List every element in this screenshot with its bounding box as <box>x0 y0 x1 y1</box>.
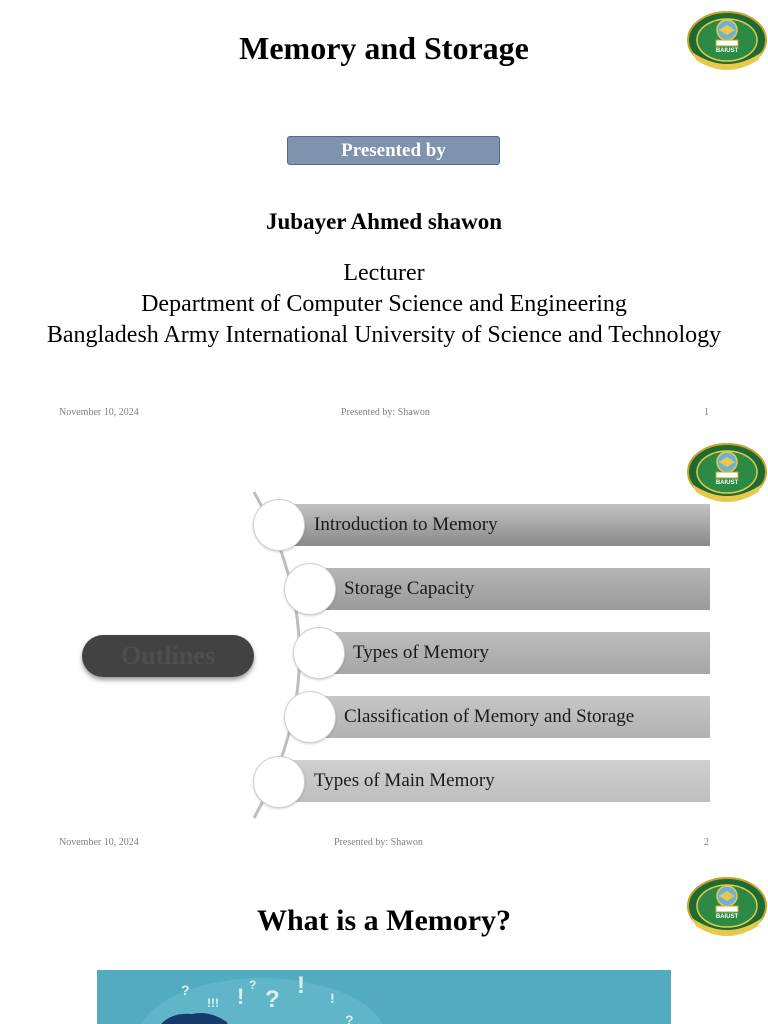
outline-item-3 <box>318 632 710 674</box>
logo-text: BAIUST <box>715 480 739 486</box>
department-name: Department of Computer Science and Engineering <box>141 291 627 317</box>
outline-item-2 <box>309 568 710 610</box>
outline-bullet-circle <box>293 627 345 679</box>
outline-item-5 <box>279 760 710 802</box>
memory-illustration <box>97 970 671 1024</box>
slide-title: What is a Memory? <box>256 904 512 937</box>
outline-item-label: Storage Capacity <box>344 578 475 599</box>
university-name: Bangladesh Army International University of Science and Technology <box>46 322 722 348</box>
footer-date: November 10, 2024 <box>59 837 139 848</box>
exclamation-icon: !!! <box>207 996 219 1010</box>
outline-bullet-circle <box>253 756 305 808</box>
outline-item-label: Types of Memory <box>353 642 489 663</box>
logo-text: BAIUST <box>715 48 739 54</box>
question-mark-icon: ? <box>345 1012 354 1024</box>
question-mark-icon: ? <box>265 986 280 1013</box>
slide-1 <box>0 0 768 430</box>
presenter-name: Jubayer Ahmed shawon <box>265 209 503 234</box>
slide-title: Memory and Storage <box>239 30 529 66</box>
slide-2 <box>0 430 768 860</box>
question-mark-icon: ? <box>181 982 190 998</box>
outline-item-4 <box>309 696 710 738</box>
exclamation-icon: ! <box>297 972 305 999</box>
exclamation-icon: ! <box>237 984 245 1009</box>
outline-label: Outlines <box>82 635 254 677</box>
footer-page-number: 1 <box>704 407 709 418</box>
outline-item-label: Types of Main Memory <box>314 770 495 791</box>
outline-bullet-circle <box>284 563 336 615</box>
outline-item-label: Introduction to Memory <box>314 514 498 535</box>
footer-presenter: Presented by: Shawon <box>341 407 430 418</box>
logo-text: BAIUST <box>715 914 739 920</box>
outline-item-label: Classification of Memory and Storage <box>344 706 635 727</box>
exclamation-icon: ! <box>330 990 335 1006</box>
presented-by-label: Presented by <box>287 136 500 165</box>
slide-3 <box>0 860 768 1024</box>
question-mark-icon: ? <box>249 978 257 992</box>
footer-date: November 10, 2024 <box>59 407 139 418</box>
footer-page-number: 2 <box>704 837 709 848</box>
outline-item-1 <box>279 504 710 546</box>
presenter-role: Lecturer <box>343 260 425 286</box>
outline-bullet-circle <box>253 499 305 551</box>
footer-presenter: Presented by: Shawon <box>334 837 423 848</box>
outline-bullet-circle <box>284 691 336 743</box>
